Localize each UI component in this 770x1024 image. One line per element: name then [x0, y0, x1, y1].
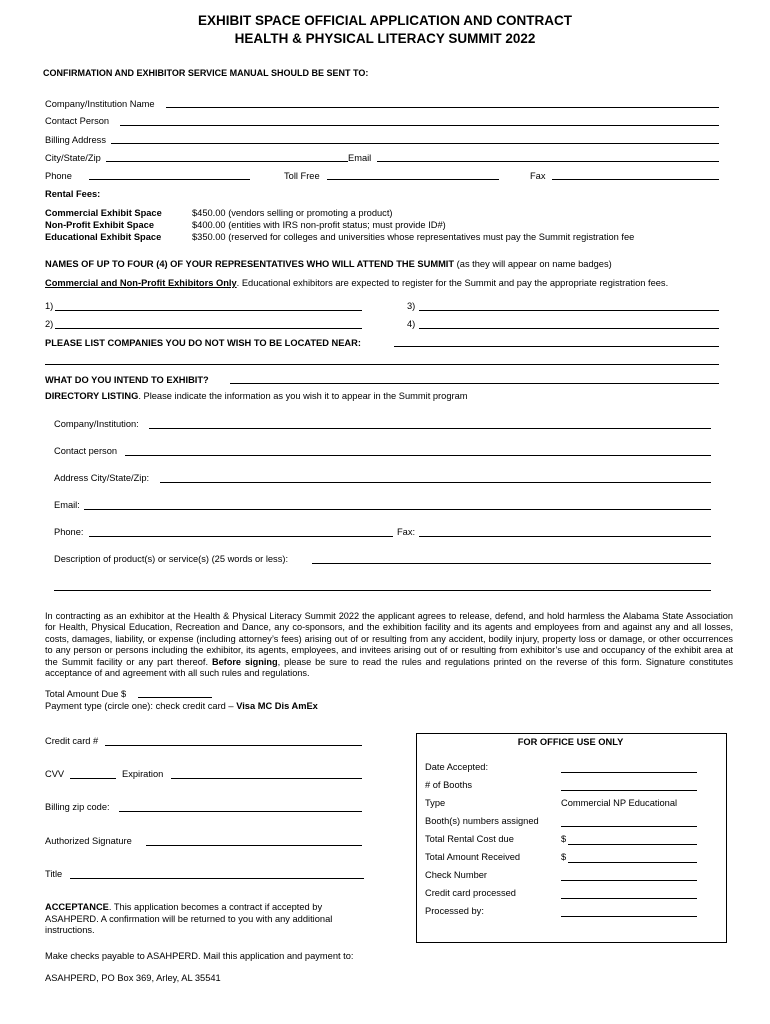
dir-address-label: Address City/State/Zip: [54, 473, 150, 483]
cvv-label: CVV [45, 769, 65, 779]
office-date-accepted-label: Date Accepted: [425, 762, 489, 772]
representatives-note-emphasis: Commercial and Non-Profit Exhibitors Only [45, 278, 237, 288]
expiration-label: Expiration [122, 769, 164, 779]
office-cc-processed-label: Credit card processed [425, 888, 516, 898]
representatives-note-text: . Educational exhibitors are expected to register for the Summit and pay the appropriate registration fees. [236, 278, 669, 288]
representatives-heading-row [45, 259, 612, 269]
dir-contact-field[interactable] [125, 455, 711, 456]
rental-fee-nonprofit: $400.00 (entities with IRS non-profit status; must provide ID#) [192, 220, 446, 230]
dir-email-label: Email: [54, 500, 80, 510]
dir-fax-label: Fax: [397, 527, 416, 537]
contract-before-signing: Before signing [211, 656, 278, 667]
office-amount-received-dollar: $ [561, 852, 567, 862]
office-rental-cost-field[interactable] [568, 844, 697, 845]
rep-3-field[interactable] [419, 310, 719, 311]
checks-payable-text: Make checks payable to ASAHPERD. Mail this application and payment to: [45, 951, 354, 961]
contact-label: Contact Person [45, 116, 110, 126]
payment-type-row [45, 701, 318, 711]
billing-field[interactable] [111, 143, 719, 144]
office-use-heading: FOR OFFICE USE ONLY [517, 737, 624, 747]
dir-address-field[interactable] [160, 482, 711, 483]
office-rental-cost-label: Total Rental Cost due [425, 834, 514, 844]
office-rental-cost-dollar: $ [561, 834, 567, 844]
acceptance-text [45, 902, 375, 937]
title-label: Title [45, 869, 63, 879]
directory-heading: DIRECTORY LISTING [45, 391, 139, 401]
office-type-options[interactable]: Commercial NP Educational [561, 798, 678, 808]
signature-field[interactable] [146, 845, 362, 846]
rep-3-label: 3) [407, 301, 416, 311]
cvv-field[interactable] [70, 778, 116, 779]
office-processed-by-label: Processed by: [425, 906, 484, 916]
office-booths-label: # of Booths [425, 780, 473, 790]
rental-type-commercial: Commercial Exhibit Space [45, 208, 162, 218]
payment-type-label: Payment type (circle one): check credit card – [45, 701, 237, 711]
rep-2-label: 2) [45, 319, 54, 329]
phone-field[interactable] [89, 179, 250, 180]
title-field[interactable] [70, 878, 364, 879]
dir-phone-field[interactable] [89, 536, 393, 537]
contract-text-after: , please be sure to read the rules and regulations printed on the reverse of this form. Signature constitutes acceptance of and agreement with all such rules and regulations. [45, 656, 733, 679]
dir-company-field[interactable] [149, 428, 711, 429]
company-field[interactable] [166, 107, 719, 108]
companies-not-near-field-2[interactable] [45, 364, 719, 365]
rep-1-label: 1) [45, 301, 54, 311]
card-number-field[interactable] [105, 745, 362, 746]
exhibit-question-label: WHAT DO YOU INTEND TO EXHIBIT? [45, 375, 209, 385]
rental-type-nonprofit: Non-Profit Exhibit Space [45, 220, 154, 230]
rep-4-label: 4) [407, 319, 416, 329]
office-booth-numbers-label: Booth(s) numbers assigned [425, 816, 539, 826]
billing-zip-field[interactable] [119, 811, 362, 812]
dir-fax-field[interactable] [419, 536, 711, 537]
representatives-heading-note: (as they will appear on name badges) [456, 259, 612, 269]
form-subtitle: HEALTH & PHYSICAL LITERACY SUMMIT 2022 [234, 31, 536, 46]
acceptance-body: . This application becomes a contract if accepted by ASAHPERD. A confirmation will be returned to you with any additional instructions. [45, 902, 333, 935]
billing-zip-label: Billing zip code: [45, 802, 110, 812]
dir-contact-label: Contact person [54, 446, 118, 456]
rental-heading: Rental Fees: [45, 189, 101, 199]
directory-heading-row [45, 391, 468, 401]
dir-company-label: Company/Institution: [54, 419, 139, 429]
expiration-field[interactable] [171, 778, 362, 779]
office-amount-received-label: Total Amount Received [425, 852, 521, 862]
mailing-address: ASAHPERD, PO Box 369, Arley, AL 35541 [45, 973, 221, 983]
rental-type-educational: Educational Exhibit Space [45, 232, 162, 242]
total-due-label: Total Amount Due $ [45, 689, 127, 699]
office-processed-by-field[interactable] [561, 916, 697, 917]
office-cc-processed-field[interactable] [561, 898, 697, 899]
dir-email-field[interactable] [84, 509, 711, 510]
tollfree-field[interactable] [327, 179, 499, 180]
exhibit-question-field[interactable] [230, 383, 719, 384]
companies-not-near-label: PLEASE LIST COMPANIES YOU DO NOT WISH TO BE LOCATED NEAR: [45, 338, 361, 348]
signature-label: Authorized Signature [45, 836, 132, 846]
office-check-number-label: Check Number [425, 870, 488, 880]
office-booth-numbers-field[interactable] [561, 826, 697, 827]
representatives-heading: NAMES OF UP TO FOUR (4) OF YOUR REPRESENTATIVES WHO WILL ATTEND THE SUMMIT [45, 259, 455, 269]
contract-text: In contracting as an exhibitor at the Health & Physical Literacy Summit 2022 the applicant agrees to release, defend, and hold harmless the Alabama State Association for Health, Physical Education, Recreation and Dance, any co-sponsors, and the exhibition facility and its agents and employees from and against any and all losses, costs, damages, liability, or expense (including attorney’s fees) arising out of or resulting from any accident, bodily injury, property loss or damage, or other occurrences to any person or persons including the exhibitor, its agents, employees, and invitees arising out of or resulting from exhibitor’s use and occupancy of the exhibit area at the Summit facility or any part thereof. [45, 611, 733, 667]
contract-paragraph [45, 611, 733, 679]
rep-1-field[interactable] [55, 310, 362, 311]
rep-2-field[interactable] [55, 328, 362, 329]
acceptance-bold: ACCEPTANCE [45, 902, 109, 912]
company-label: Company/Institution Name [45, 99, 155, 109]
city-label: City/State/Zip [45, 153, 101, 163]
form-title: EXHIBIT SPACE OFFICIAL APPLICATION AND CONTRACT [198, 13, 572, 28]
dir-description-field-2[interactable] [54, 590, 711, 591]
rental-fee-commercial: $450.00 (vendors selling or promoting a product) [192, 208, 393, 218]
confirmation-heading: CONFIRMATION AND EXHIBITOR SERVICE MANUAL SHOULD BE SENT TO: [43, 68, 369, 78]
dir-description-label: Description of product(s) or service(s) (25 words or less): [54, 554, 289, 564]
email-field[interactable] [377, 161, 719, 162]
rental-fee-educational: $350.00 (reserved for colleges and universities whose representatives must pay the Summit registration fee [192, 232, 635, 242]
directory-instruction: . Please indicate the information as you wish it to appear in the Summit program [138, 391, 468, 401]
dir-phone-label: Phone: [54, 527, 84, 537]
total-due-field[interactable] [138, 697, 212, 698]
dir-description-field[interactable] [312, 563, 711, 564]
office-type-label: Type [425, 798, 446, 808]
office-booths-field[interactable] [561, 790, 697, 791]
phone-label: Phone [45, 171, 72, 181]
fax-label: Fax [530, 171, 546, 181]
billing-label: Billing Address [45, 135, 106, 145]
card-number-label: Credit card # [45, 736, 99, 746]
office-amount-received-field[interactable] [568, 862, 697, 863]
city-field[interactable] [106, 161, 348, 162]
email-label: Email [348, 153, 372, 163]
rep-4-field[interactable] [419, 328, 719, 329]
representatives-note [45, 278, 668, 288]
companies-not-near-field[interactable] [394, 346, 719, 347]
fax-field[interactable] [552, 179, 719, 180]
contact-field[interactable] [120, 125, 719, 126]
payment-card-options[interactable]: Visa MC Dis AmEx [236, 701, 318, 711]
office-date-accepted-field[interactable] [561, 772, 697, 773]
tollfree-label: Toll Free [284, 171, 320, 181]
office-check-number-field[interactable] [561, 880, 697, 881]
